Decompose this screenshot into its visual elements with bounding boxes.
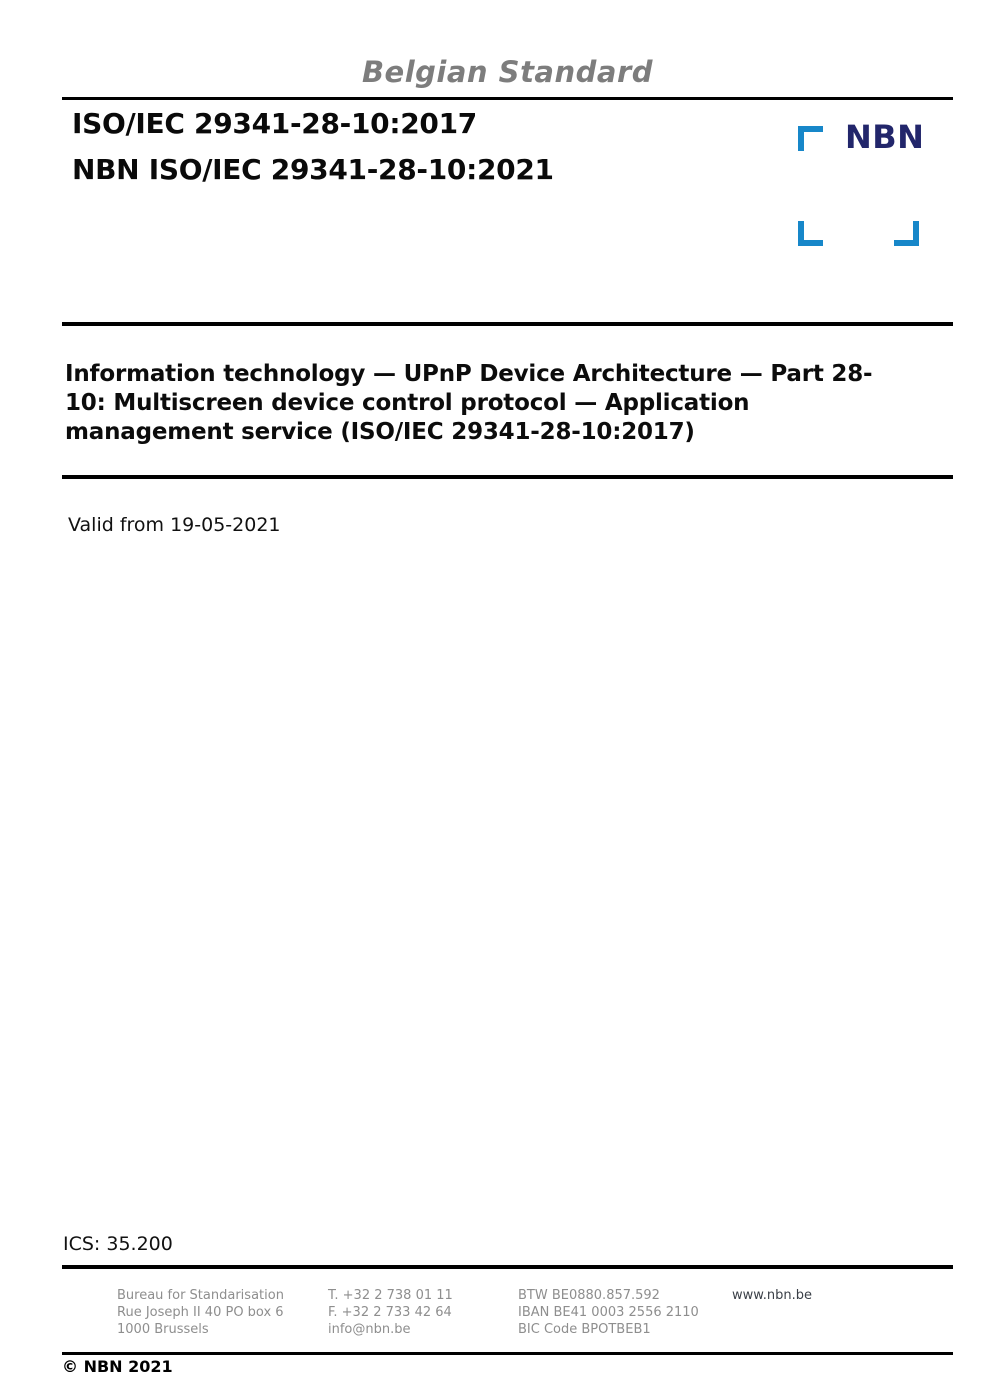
reference-nbn: NBN ISO/IEC 29341-28-10:2021: [72, 153, 554, 186]
nbn-logo: [798, 118, 925, 248]
footer-bank-details: [518, 1287, 699, 1338]
footer-address-city: 1000 Brussels: [117, 1322, 209, 1337]
document-title-line-2: 10: Multiscreen device control protocol — Application: [65, 390, 750, 416]
footer-address-org: Bureau for Standarisation: [117, 1288, 284, 1303]
footer-btw: BTW BE0880.857.592: [518, 1288, 660, 1303]
document-title: [65, 360, 872, 447]
footer-website: www.nbn.be: [732, 1288, 812, 1303]
reference-iso: ISO/IEC 29341-28-10:2017: [72, 107, 477, 140]
footer-fax: F. +32 2 733 42 64: [328, 1305, 452, 1320]
document-title-line-1: Information technology — UPnP Device Architecture — Part 28-: [65, 361, 873, 387]
copyright-notice: © NBN 2021: [62, 1357, 173, 1376]
logo-corner-bottom-right-icon: [894, 221, 919, 246]
title-bottom-divider: [62, 475, 953, 479]
logo-corner-top-left-icon: [798, 126, 823, 151]
footer-phone: T. +32 2 738 01 11: [328, 1288, 453, 1303]
footer-bottom-divider: [62, 1352, 953, 1355]
footer-top-divider: [62, 1265, 953, 1269]
document-title-line-3: management service (ISO/IEC 29341-28-10:2017): [65, 419, 695, 445]
footer-address-street: Rue Joseph II 40 PO box 6: [117, 1305, 284, 1320]
page-header-title: Belgian Standard: [361, 55, 654, 89]
title-top-divider: [62, 322, 953, 326]
header-divider: [62, 97, 953, 100]
footer-contact: [328, 1287, 453, 1338]
validity-date: Valid from 19-05-2021: [68, 514, 281, 536]
footer-email: info@nbn.be: [328, 1322, 411, 1337]
footer-bic: BIC Code BPOTBEB1: [518, 1322, 651, 1337]
logo-wordmark: NBN: [845, 118, 925, 156]
logo-corner-bottom-left-icon: [798, 221, 823, 246]
footer-iban: IBAN BE41 0003 2556 2110: [518, 1305, 699, 1320]
footer-address: [117, 1287, 284, 1338]
ics-code: ICS: 35.200: [63, 1233, 173, 1255]
